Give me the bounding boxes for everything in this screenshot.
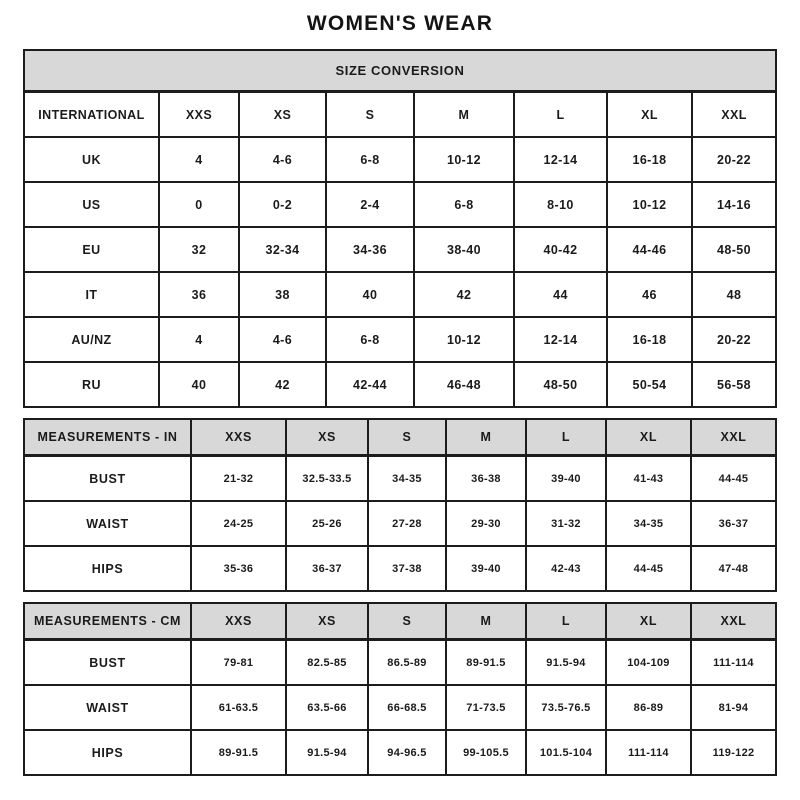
size-value: 4-6: [239, 137, 326, 182]
table-row: [24, 456, 776, 502]
size-value: 38: [239, 272, 326, 317]
size-value: 42: [414, 272, 514, 317]
table-row: [24, 685, 776, 730]
size-value: 38-40: [414, 227, 514, 272]
column-header: XXL: [691, 603, 776, 640]
table-row: [24, 419, 776, 456]
measurement-value: 82.5-85: [286, 640, 368, 686]
measurement-value: 66-68.5: [368, 685, 446, 730]
table-row: [24, 501, 776, 546]
measurement-value: 24-25: [191, 501, 286, 546]
column-header: S: [326, 92, 414, 138]
measurement-value: 36-37: [691, 501, 776, 546]
column-header: XL: [606, 419, 691, 456]
measurement-value: 63.5-66: [286, 685, 368, 730]
row-label: EU: [24, 227, 159, 272]
column-header: XL: [606, 603, 691, 640]
measurement-value: 36-37: [286, 546, 368, 591]
size-value: 48-50: [514, 362, 607, 407]
measurement-value: 41-43: [606, 456, 691, 502]
column-header: XXS: [191, 419, 286, 456]
measurement-value: 99-105.5: [446, 730, 526, 775]
size-value: 20-22: [692, 137, 776, 182]
table-row: [24, 50, 776, 92]
table-row: [24, 603, 776, 640]
row-label: AU/NZ: [24, 317, 159, 362]
row-label: US: [24, 182, 159, 227]
size-value: 40: [326, 272, 414, 317]
row-label: BUST: [24, 456, 191, 502]
column-header: XXS: [191, 603, 286, 640]
table-row: [24, 546, 776, 591]
measurements-cm-table: [23, 602, 777, 776]
table-row: [24, 137, 776, 182]
table-row: [24, 272, 776, 317]
measurement-value: 31-32: [526, 501, 606, 546]
column-header: S: [368, 419, 446, 456]
size-value: 32-34: [239, 227, 326, 272]
size-value: 42-44: [326, 362, 414, 407]
measurements-cm-header: MEASUREMENTS - CM: [24, 603, 191, 640]
row-label: IT: [24, 272, 159, 317]
size-value: 20-22: [692, 317, 776, 362]
table-row: [24, 92, 776, 138]
measurement-value: 79-81: [191, 640, 286, 686]
measurement-value: 104-109: [606, 640, 691, 686]
column-header: L: [526, 603, 606, 640]
measurements-in-table: [23, 418, 777, 592]
row-label: WAIST: [24, 685, 191, 730]
table-row: [24, 362, 776, 407]
measurement-value: 44-45: [691, 456, 776, 502]
size-value: 10-12: [414, 137, 514, 182]
size-value: 8-10: [514, 182, 607, 227]
column-header: XXS: [159, 92, 239, 138]
table-row: [24, 640, 776, 686]
size-value: 46-48: [414, 362, 514, 407]
column-header: M: [414, 92, 514, 138]
column-header: INTERNATIONAL: [24, 92, 159, 138]
size-value: 6-8: [326, 317, 414, 362]
row-label: RU: [24, 362, 159, 407]
table-row: [24, 730, 776, 775]
size-value: 14-16: [692, 182, 776, 227]
measurement-value: 39-40: [526, 456, 606, 502]
size-value: 46: [607, 272, 692, 317]
size-value: 6-8: [326, 137, 414, 182]
size-value: 44-46: [607, 227, 692, 272]
size-value: 36: [159, 272, 239, 317]
measurement-value: 27-28: [368, 501, 446, 546]
measurement-value: 111-114: [606, 730, 691, 775]
column-header: S: [368, 603, 446, 640]
measurement-value: 73.5-76.5: [526, 685, 606, 730]
size-value: 4: [159, 317, 239, 362]
measurement-value: 119-122: [691, 730, 776, 775]
size-value: 10-12: [414, 317, 514, 362]
column-header: XL: [607, 92, 692, 138]
table-row: [24, 227, 776, 272]
measurements-in-header: MEASUREMENTS - IN: [24, 419, 191, 456]
measurement-value: 25-26: [286, 501, 368, 546]
size-value: 34-36: [326, 227, 414, 272]
size-value: 12-14: [514, 137, 607, 182]
measurement-value: 101.5-104: [526, 730, 606, 775]
measurement-value: 111-114: [691, 640, 776, 686]
size-value: 6-8: [414, 182, 514, 227]
size-value: 48-50: [692, 227, 776, 272]
size-value: 44: [514, 272, 607, 317]
measurement-value: 91.5-94: [286, 730, 368, 775]
column-header: L: [514, 92, 607, 138]
measurement-value: 32.5-33.5: [286, 456, 368, 502]
row-label: HIPS: [24, 546, 191, 591]
measurement-value: 34-35: [368, 456, 446, 502]
page-title: WOMEN'S WEAR: [306, 12, 494, 35]
measurement-value: 89-91.5: [191, 730, 286, 775]
measurement-value: 94-96.5: [368, 730, 446, 775]
column-header: XXL: [692, 92, 776, 138]
measurement-value: 34-35: [606, 501, 691, 546]
measurement-value: 39-40: [446, 546, 526, 591]
measurement-value: 35-36: [191, 546, 286, 591]
size-value: 16-18: [607, 317, 692, 362]
column-header: M: [446, 419, 526, 456]
column-header: XS: [239, 92, 326, 138]
measurement-value: 91.5-94: [526, 640, 606, 686]
row-label: WAIST: [24, 501, 191, 546]
measurement-value: 21-32: [191, 456, 286, 502]
size-value: 48: [692, 272, 776, 317]
size-value: 2-4: [326, 182, 414, 227]
column-header: XS: [286, 419, 368, 456]
row-label: HIPS: [24, 730, 191, 775]
column-header: XXL: [691, 419, 776, 456]
size-value: 0-2: [239, 182, 326, 227]
measurement-value: 61-63.5: [191, 685, 286, 730]
measurement-value: 36-38: [446, 456, 526, 502]
measurement-value: 86.5-89: [368, 640, 446, 686]
table-row: [24, 317, 776, 362]
measurement-value: 47-48: [691, 546, 776, 591]
size-value: 12-14: [514, 317, 607, 362]
size-value: 42: [239, 362, 326, 407]
column-header: L: [526, 419, 606, 456]
row-label: UK: [24, 137, 159, 182]
measurement-value: 42-43: [526, 546, 606, 591]
table-row: [24, 182, 776, 227]
size-conversion-header: SIZE CONVERSION: [24, 50, 776, 92]
measurement-value: 81-94: [691, 685, 776, 730]
column-header: M: [446, 603, 526, 640]
size-value: 40: [159, 362, 239, 407]
measurement-value: 86-89: [606, 685, 691, 730]
size-value: 0: [159, 182, 239, 227]
size-value: 32: [159, 227, 239, 272]
measurement-value: 37-38: [368, 546, 446, 591]
size-value: 4: [159, 137, 239, 182]
measurement-value: 89-91.5: [446, 640, 526, 686]
column-header: XS: [286, 603, 368, 640]
size-value: 40-42: [514, 227, 607, 272]
row-label: BUST: [24, 640, 191, 686]
measurement-value: 44-45: [606, 546, 691, 591]
size-conversion-table: [23, 49, 777, 408]
size-value: 16-18: [607, 137, 692, 182]
measurement-value: 71-73.5: [446, 685, 526, 730]
size-value: 10-12: [607, 182, 692, 227]
measurement-value: 29-30: [446, 501, 526, 546]
size-value: 50-54: [607, 362, 692, 407]
size-value: 4-6: [239, 317, 326, 362]
size-value: 56-58: [692, 362, 776, 407]
